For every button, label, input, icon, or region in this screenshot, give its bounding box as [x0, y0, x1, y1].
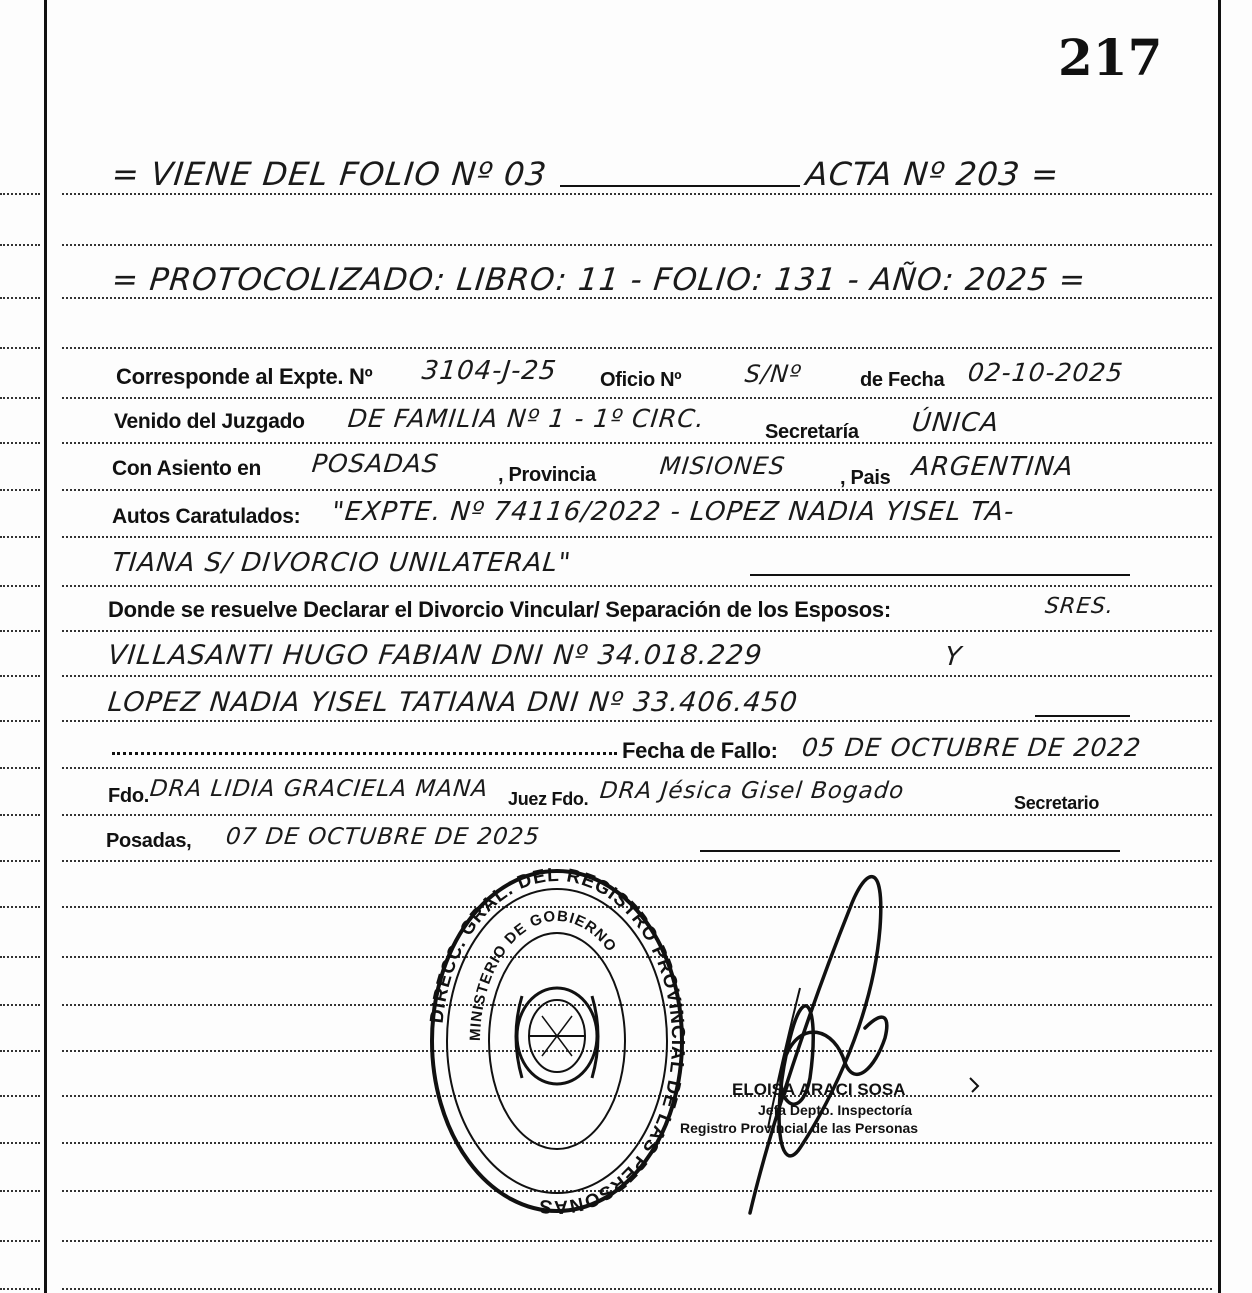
- margin-ruled-line: [0, 489, 40, 491]
- right-margin-line: [1218, 0, 1221, 1293]
- conjunction: Y: [943, 642, 964, 672]
- autos-label: Autos Caratulados:: [112, 505, 301, 528]
- margin-ruled-line: [0, 347, 40, 349]
- provincia-value: MISIONES: [658, 452, 787, 480]
- margin-ruled-line: [0, 906, 40, 908]
- coat-of-arms-icon: [516, 988, 598, 1084]
- juez-value: DRA LIDIA GRACIELA MANA: [148, 776, 490, 802]
- secretaria-label: Secretaría: [765, 421, 859, 443]
- filler-dots: [112, 752, 617, 755]
- margin-ruled-line: [0, 1004, 40, 1006]
- signer-name: ELOISA ARACI SOSA: [732, 1080, 906, 1099]
- fecha-label: de Fecha: [860, 369, 945, 391]
- filler-rule: [560, 185, 800, 187]
- ruled-line: [62, 397, 1212, 399]
- ruled-line: [62, 1288, 1212, 1290]
- margin-ruled-line: [0, 297, 40, 299]
- margin-ruled-line: [0, 585, 40, 587]
- ruled-line: [62, 1240, 1212, 1242]
- margin-ruled-line: [0, 1095, 40, 1097]
- stamp-inner-text: MINISTERIO DE GOBIERNO: [466, 907, 620, 1042]
- left-margin-line: [44, 0, 47, 1293]
- margin-ruled-line: [0, 860, 40, 862]
- ruled-line: [62, 536, 1212, 538]
- ruled-line: [62, 244, 1212, 246]
- margin-ruled-line: [0, 630, 40, 632]
- provincia-label: , Provincia: [498, 464, 596, 486]
- margin-ruled-line: [0, 1190, 40, 1192]
- margin-ruled-line: [0, 193, 40, 195]
- secretario-value: DRA Jésica Gisel Bogado: [598, 778, 906, 804]
- margin-ruled-line: [0, 244, 40, 246]
- ruled-line: [62, 585, 1212, 587]
- resuelve-value: SRES.: [1043, 594, 1116, 619]
- expte-label: Corresponde al Expte. Nº: [116, 364, 373, 389]
- juez-label: Juez Fdo.: [508, 789, 589, 809]
- expte-value: 3104-J-25: [420, 356, 559, 386]
- fecha-value: 02-10-2025: [966, 358, 1125, 387]
- margin-ruled-line: [0, 1240, 40, 1242]
- juzgado-value: DE FAMILIA Nº 1 - 1º CIRC.: [346, 404, 707, 433]
- ruled-line: [62, 193, 1212, 195]
- asiento-value: POSADAS: [310, 449, 441, 478]
- pais-value: ARGENTINA: [910, 452, 1076, 482]
- fallo-label: Fecha de Fallo:: [622, 738, 778, 763]
- filler-rule: [1035, 715, 1130, 717]
- pais-label: , Pais: [840, 467, 891, 489]
- filler-rule: [700, 850, 1120, 852]
- margin-ruled-line: [0, 1288, 40, 1290]
- margin-ruled-line: [0, 956, 40, 958]
- juzgado-label: Venido del Juzgado: [114, 410, 305, 433]
- lugar-label: Posadas,: [106, 830, 192, 852]
- fallo-value: 05 DE OCTUBRE DE 2022: [800, 733, 1143, 762]
- folio-number: 217: [1058, 28, 1163, 87]
- autos-value-1: "EXPTE. Nº 74116/2022 - LOPEZ NADIA YISEL TA-: [330, 497, 1017, 527]
- margin-ruled-line: [0, 720, 40, 722]
- ruled-line: [62, 675, 1212, 677]
- ruled-line: [62, 767, 1212, 769]
- margin-ruled-line: [0, 814, 40, 816]
- ruled-line: [62, 630, 1212, 632]
- ruled-line: [62, 347, 1212, 349]
- resuelve-label: Donde se resuelve Declarar el Divorcio Vincular/ Separación de los Esposos:: [108, 597, 891, 622]
- stamp-outer-text: DIRECC. GRAL. DEL REGISTRO PROVINCIAL DE LAS PERSONAS: [426, 866, 689, 1216]
- protocolizado-line: = PROTOCOLIZADO: LIBRO: 11 - FOLIO: 131 - AÑO: 2025 =: [110, 262, 1088, 298]
- asiento-label: Con Asiento en: [112, 457, 262, 480]
- lugar-fecha-value: 07 DE OCTUBRE DE 2025: [224, 824, 542, 850]
- esposa-line: LOPEZ NADIA YISEL TATIANA DNI Nº 33.406.450: [106, 687, 800, 718]
- ruled-line: [62, 814, 1212, 816]
- ruled-line: [62, 860, 1212, 862]
- margin-ruled-line: [0, 1142, 40, 1144]
- margin-ruled-line: [0, 536, 40, 538]
- ruled-line: [62, 442, 1212, 444]
- autos-value-2: TIANA S/ DIVORCIO UNILATERAL": [110, 548, 573, 578]
- filler-rule: [750, 574, 1130, 576]
- margin-ruled-line: [0, 397, 40, 399]
- secretario-label: Secretario: [1014, 793, 1100, 813]
- acta-number: ACTA Nº 203 =: [804, 155, 1062, 193]
- oficio-label: Oficio Nº: [600, 369, 682, 391]
- secretaria-value: ÚNICA: [910, 408, 1001, 438]
- margin-ruled-line: [0, 442, 40, 444]
- margin-ruled-line: [0, 767, 40, 769]
- ruled-line: [62, 720, 1212, 722]
- signer-institution: Registro Provincial de las Personas: [680, 1120, 919, 1136]
- margin-ruled-line: [0, 675, 40, 677]
- margin-ruled-line: [0, 1050, 40, 1052]
- signer-title: Jefa Depto. Inspectoría: [758, 1102, 913, 1118]
- esposo-line: VILLASANTI HUGO FABIAN DNI Nº 34.018.229: [106, 640, 765, 671]
- handwritten-signature: [660, 868, 990, 1218]
- fdo-label: Fdo.: [108, 785, 150, 807]
- ruled-line: [62, 489, 1212, 491]
- official-stamp: [422, 866, 692, 1216]
- oficio-value: S/Nº: [743, 360, 804, 388]
- viene-del-folio: = VIENE DEL FOLIO Nº 03: [110, 155, 549, 193]
